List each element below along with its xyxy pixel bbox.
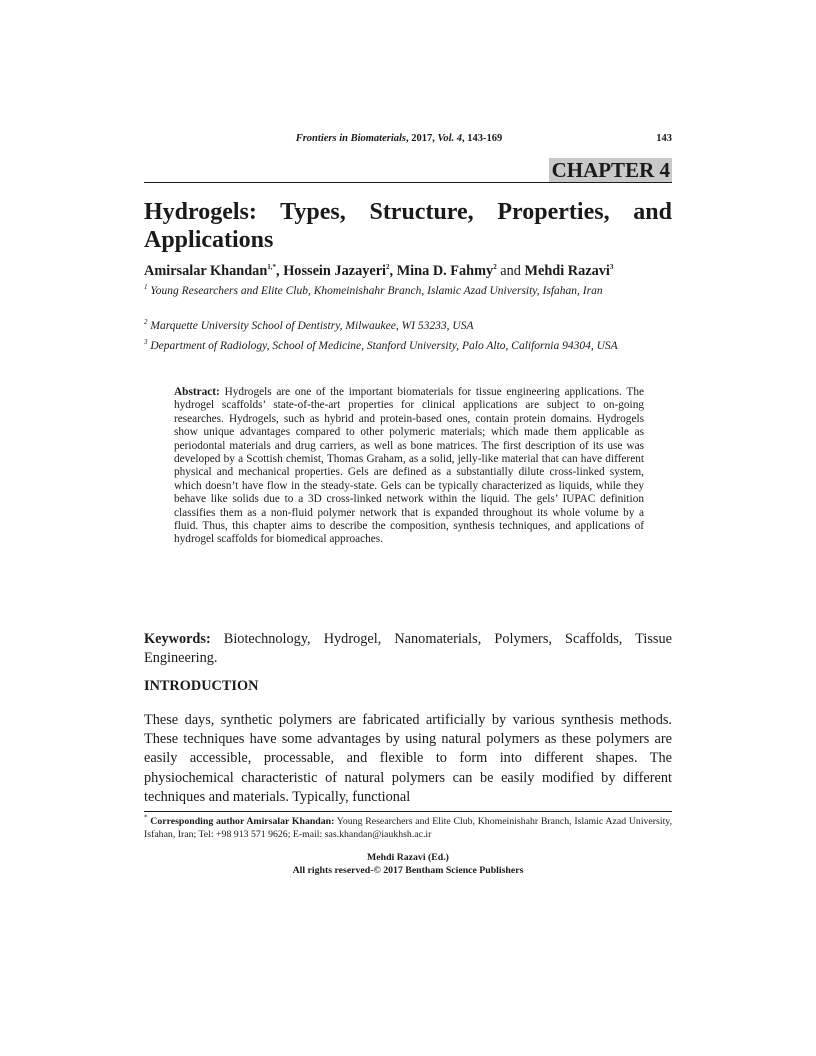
footnote-divider [144,811,672,812]
copyright-notice: All rights reserved-© 2017 Bentham Science Publishers [292,864,524,876]
keywords-text: Biotechnology, Hydrogel, Nanomaterials, Polymers, Scaffolds, Tissue Engineering. [144,631,672,666]
author-separator: , [389,263,397,279]
footnote-label: Corresponding author Amirsalar Khandan: [150,816,335,827]
affiliation-text: Marquette University School of Dentistry, Milwaukee, WI 53233, USA [150,320,474,332]
affiliation-mark: 1 [144,283,148,292]
author-list [144,262,672,280]
affiliation-mark: 3 [144,338,148,347]
abstract [174,386,644,547]
keywords-label: Keywords: [144,631,211,647]
affiliation [144,339,672,354]
editor-name: Mehdi Razavi (Ed.) [367,852,449,863]
section-heading: INTRODUCTION [144,678,259,694]
body-paragraph: These days, synthetic polymers are fabricated artificially by various synthesis methods. These techniques have some advantages by using natural polymers as these polymers are easily accessible, processable, and flexible to form into different shapes. The physiochemical characteristic of natural polymers can be easily modified by different techniques and materials. Typically, functional [144,712,672,805]
journal-citation [144,133,654,144]
footnote-mark: * [144,813,148,822]
affiliation [144,319,672,334]
author-separator: , [276,263,284,279]
author-name: Hossein Jazayeri [283,263,387,279]
chapter-title [144,198,672,254]
author-name: Mehdi Razavi [524,263,610,279]
affiliation [144,284,672,299]
editor-credit [144,852,672,877]
author-affiliation-mark: 1,* [267,263,277,272]
chapter-title-line1: Hydrogels: Types, Structure, Properties, and [144,199,672,225]
page-number: 143 [656,133,672,144]
chapter-divider [144,182,672,183]
author-affiliation-mark: 2 [386,263,390,272]
author-name: Amirsalar Khandan [144,263,268,279]
footnote-text: Young Researchers and Elite Club, Khomeinishahr Branch, Islamic Azad University, Isfahan, Iran; Tel: +98 913 571 9626; E-mail: sas.khandan@iaukhsh.ac.ir [144,816,673,840]
keywords [144,630,672,667]
abstract-label: Abstract: [174,386,220,398]
affiliation-text: Young Researchers and Elite Club, Khomeinishahr Branch, Islamic Azad University, Isfahan, Iran [150,285,603,297]
chapter-label: CHAPTER 4 [549,158,672,182]
chapter-title-line2: Applications [144,227,274,253]
author-affiliation-mark: 2 [493,263,497,272]
affiliation-mark: 2 [144,318,148,327]
journal-year: , 2017, [406,133,438,144]
corresponding-author-footnote [144,813,673,841]
journal-pages: , 143-169 [462,133,503,144]
journal-name: Frontiers in Biomaterials [295,133,406,144]
author-separator: and [496,263,525,279]
abstract-text: Hydrogels are one of the important biomaterials for tissue engineering applications. The hydrogel scaffolds’ state-of-the-art properties for clinical applications are subject to on-going researches. Hydrogels, such as hybrid and protein-based ones, contain protein domains. Hydrogels show unique advantages compared to other polymeric materials; which made them applicable as periodontal materials and drug carriers, as well as bone matrices. The first description of its use was developed by a Scottish chemist, Thomas Graham, as a solid, jelly-like material that can have different physical and mechanical properties. Gels are defined as a substantially dilute cross-linked system, which doesn’t have flow in the steady-state. Gels can be typically characterized as liquids, while they behave like solids due to a 3D cross-linked network within the liquid. The gels’ IUPAC definition classifies them as a non-fluid polymer network that is expanded throughout its whole volume by a fluid. Thus, this chapter aims to describe the composition, synthesis techniques, and applications of hydrogel scaffolds for biomedical approaches. [174,386,644,546]
author-affiliation-mark: 3 [609,263,614,272]
affiliation-text: Department of Radiology, School of Medicine, Stanford University, Palo Alto, California 94304, USA [150,340,618,352]
author-name: Mina D. Fahmy [396,263,494,279]
journal-volume: Vol. 4 [437,133,463,144]
